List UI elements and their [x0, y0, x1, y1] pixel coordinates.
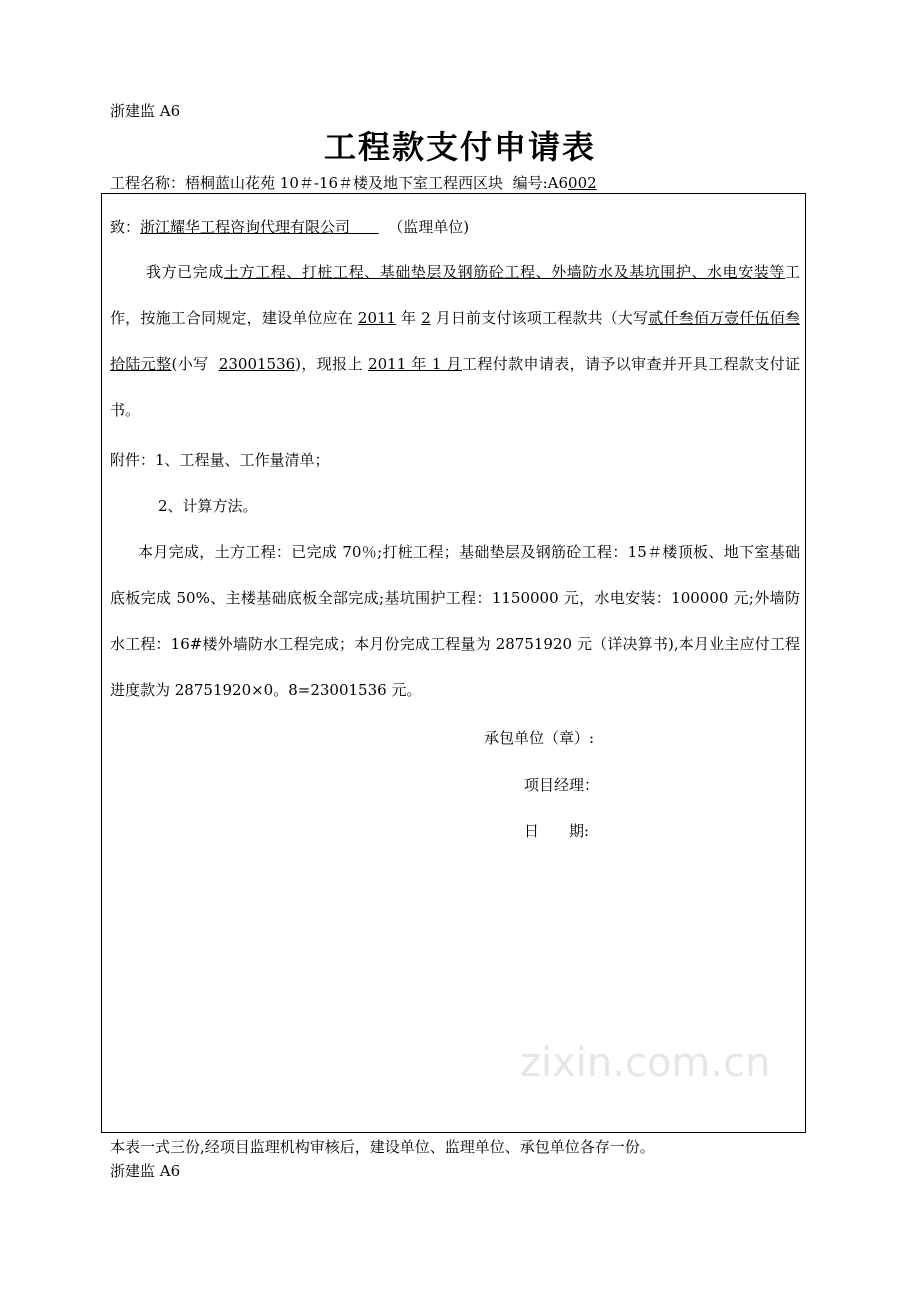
p1-c: 年 — [401, 309, 417, 327]
to-company: 浙江耀华工程咨询代理有限公司 — [140, 218, 351, 236]
project-name: 梧桐蓝山花苑 10＃-16＃楼及地下室工程西区块 — [185, 174, 504, 192]
attachment-2: 2、计算方法。 — [158, 497, 258, 515]
p1-period: 2011 年 1 月 — [368, 355, 462, 373]
p1-month: 2 — [421, 309, 431, 327]
watermark: zixin.com.cn — [520, 1040, 771, 1086]
form-code-top: 浙建监 A6 — [110, 102, 181, 120]
p1-a: 我方已完成 — [146, 263, 224, 281]
progress-paragraph: 本月完成，土方工程：已完成 70％;打桩工程；基础垫层及钢筋砼工程：15＃楼顶板、地下室基础底板完成 50%、主楼基础底板全部完成;基坑围护工程：1150000 元，水电安装：100000 元;外墙防水工程：16#楼外墙防水工程完成；本月份完成工程量为 28751920 元（详决算书),本月业主应付工程进度款为 28751920×0。8=23001536 元。 — [110, 543, 800, 699]
p1-lower: 23001536 — [218, 355, 296, 373]
to-role: （监理单位) — [388, 218, 470, 236]
project-label: 工程名称： — [110, 174, 186, 192]
number-value: 002 — [568, 174, 597, 192]
p1-work: 土方工程、打桩工程、基础垫层及钢筋砼工程、外墙防水及基坑围护、水电安装等 — [223, 263, 785, 281]
form-code-bottom: 浙建监 A6 — [110, 1162, 181, 1180]
attachment-1: 附件：1、工程量、工作量清单； — [110, 451, 330, 469]
number-label: 编号: — [512, 174, 548, 192]
number-prefix: A6 — [547, 174, 569, 192]
sign-contractor: 承包单位（章）: — [484, 729, 595, 747]
request-paragraph — [110, 249, 800, 433]
p1-g: 工程付款申请表，请予以审查并开具工程款支付证书。 — [110, 355, 800, 419]
p1-year: 2011 — [357, 309, 397, 327]
page-title: 工程款支付申请表 — [323, 128, 596, 166]
to-company-blank — [350, 218, 379, 236]
form-box — [101, 193, 806, 1133]
sign-date: 日 期: — [524, 822, 590, 840]
sign-manager: 项目经理： — [524, 776, 600, 794]
recipient-line — [110, 216, 469, 237]
to-label: 致： — [110, 218, 141, 236]
footer-note: 本表一式三份,经项目监理机构审核后，建设单位、监理单位、承包单位各存一份。 — [110, 1138, 655, 1156]
p1-b: 工作，按施工合同规定，建设单位应在 — [110, 263, 800, 327]
project-line — [110, 172, 597, 193]
p1-d: 月日前支付该项工程款共（大写 — [435, 309, 649, 327]
p1-f: )，现报上 — [295, 355, 363, 373]
p1-upper: 贰仟叁佰万壹仟伍佰叁拾陆元整 — [110, 309, 800, 373]
p1-e: (小写 — [171, 355, 209, 373]
